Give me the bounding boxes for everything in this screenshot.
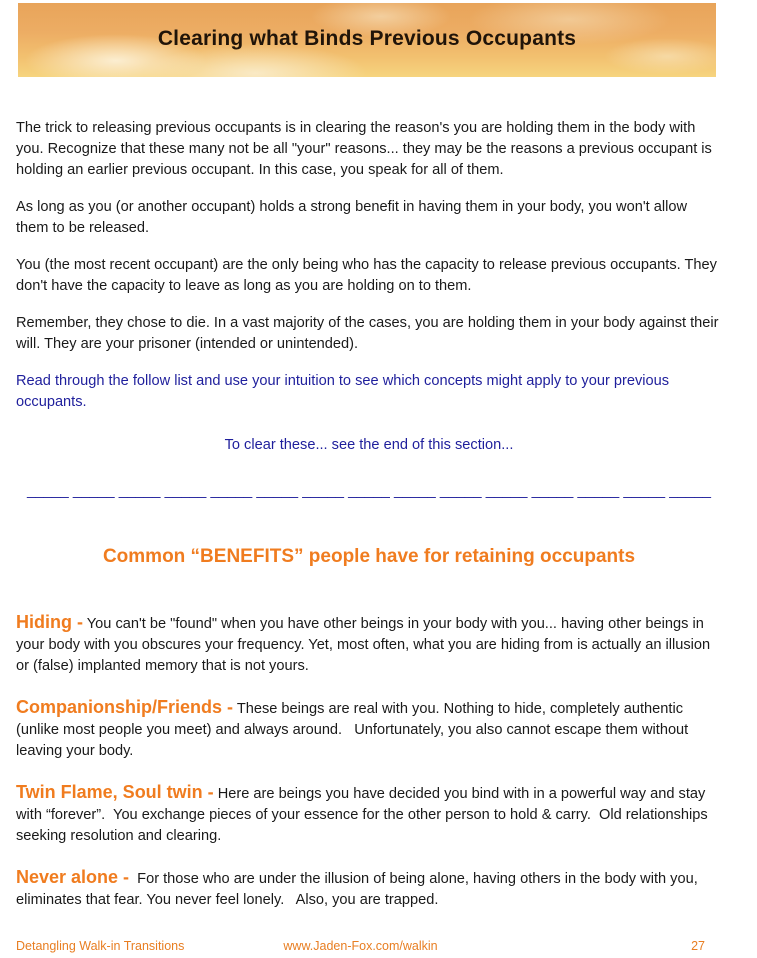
body-paragraph: Remember, they chose to die. In a vast majority of the cases, you are holding them in your body against their will. They are your prisoner (intended or unintended). [16,315,719,352]
benefit-text: Here are beings you have decided you bind with in a powerful way and stay with “forever”. You exchange pieces of your essence for the other person to hold & carry. Old relationships seeking resolution and clearing. [16,786,712,844]
footer-url[interactable]: www.Jaden-Fox.com/walkin [283,939,438,953]
benefit-text: These beings are real with you. Nothing to hide, completely authentic (unlike most people you meet) and always around. Unfortunately, you also cannot escape them without leaving your body. [16,701,693,759]
benefit-item-companionship [16,697,722,762]
benefit-label: Companionship/Friends - [16,697,234,717]
benefit-text: For those who are under the illusion of being alone, having others in the body with you, eliminates that fear. You never feel lonely. Also, you are trapped. [16,871,702,908]
page-number: 27 [691,939,705,953]
benefits-heading: Common “BENEFITS” people have for retaining occupants [102,546,636,567]
benefit-label: Twin Flame, Soul twin - [16,782,214,802]
benefit-item-never-alone [16,867,722,911]
body-paragraph: The trick to releasing previous occupants is in clearing the reason's you are holding them in the body with you. Recognize that these many not be all "your" reasons... they may be the reasons a previous occupant is holding an earlier previous occupant. In this case, you speak for all of them. [16,120,712,178]
page-content [16,77,722,931]
page-title: Clearing what Binds Previous Occupants [157,27,577,50]
benefit-item-twin-flame [16,782,722,847]
page-footer [0,939,757,953]
header-banner [18,3,716,77]
benefit-label: Never alone - [16,867,130,887]
instruction-paragraph: Read through the follow list and use your intuition to see which concepts might apply to your previous occupants. [16,373,670,410]
clear-note: To clear these... see the end of this section... [224,437,514,453]
body-paragraph: As long as you (or another occupant) holds a strong benefit in having them in your body, you won't allow them to be released. [16,199,687,236]
footer-doc-title: Detangling Walk-in Transitions [16,939,185,953]
separator-line: _____ _____ _____ _____ _____ _____ _____ _____ _____ _____ _____ _____ _____ _____ _____ [26,482,712,499]
benefit-text: You can't be "found" when you have other beings in your body with you... having other beings in your body with you obscures your frequency. Yet, most often, what you are hiding from is actually an illusion or (false) implanted memory that is not yours. [16,616,715,674]
benefit-label: Hiding - [16,612,83,632]
benefit-item-hiding [16,612,722,677]
body-paragraph: You (the most recent occupant) are the only being who has the capacity to release previous occupants. They don't have the capacity to leave as long as you are holding on to them. [16,257,717,294]
